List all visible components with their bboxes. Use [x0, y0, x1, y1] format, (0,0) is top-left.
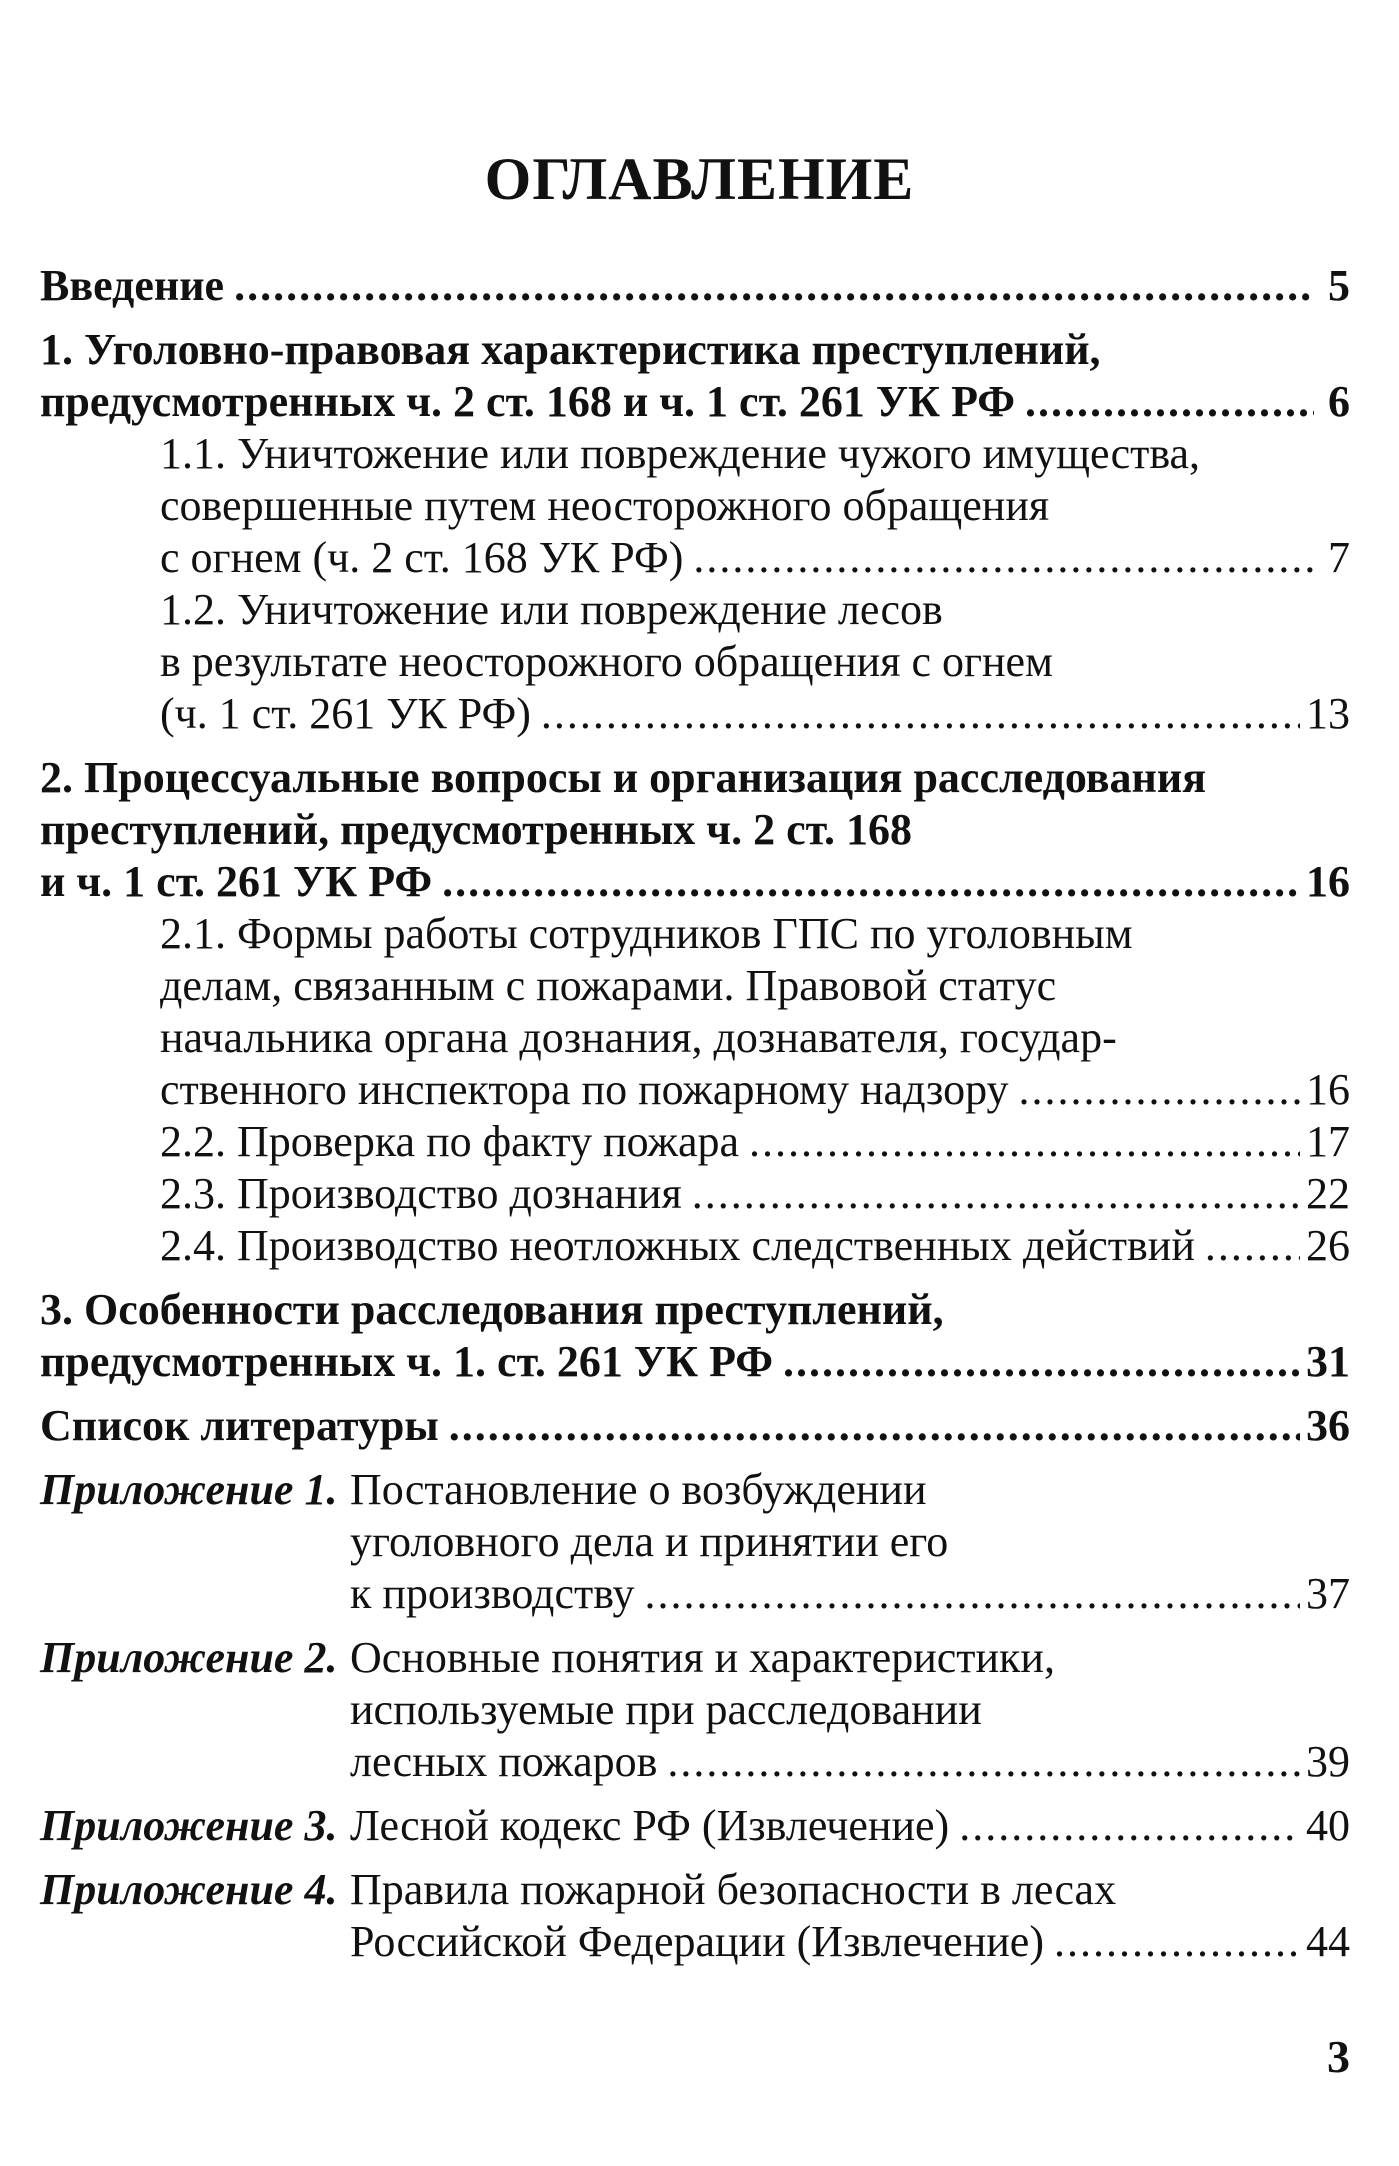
toc-line: делам, связанным с пожарами. Правовой статус — [160, 961, 1057, 1010]
toc-line: 2.3. Производство дознания ..... 22 — [160, 1168, 1350, 1220]
toc-appendix-1 — [40, 1464, 1350, 1620]
leader-dots — [783, 1336, 1300, 1388]
leader-dots — [667, 1736, 1300, 1788]
toc-page-number: 16 — [1306, 1065, 1350, 1114]
toc-appendix-2 — [40, 1632, 1350, 1788]
leader-dots — [692, 1168, 1300, 1220]
toc-subsection-2-3 — [40, 1168, 1350, 1220]
toc-line: предусмотренных ч. 2 ст. 168 и ч. 1 ст. 261 УК РФ ..... 6 — [40, 376, 1350, 428]
toc-page-number: 13 — [1306, 689, 1350, 738]
toc-page-number: 5 — [1328, 261, 1350, 310]
toc-line: 1.2. Уничтожение или повреждение лесов — [160, 585, 943, 634]
toc-line: 2.2. Проверка по факту пожара ..... 17 — [160, 1116, 1350, 1168]
toc-page-number: 26 — [1306, 1221, 1350, 1270]
toc-line: 1.1. Уничтожение или повреждение чужого имущества, — [160, 429, 1201, 478]
leader-dots — [1205, 1220, 1300, 1272]
toc-line: преступлений, предусмотренных ч. 2 ст. 168 — [40, 805, 912, 854]
toc-line: в результате неосторожного обращения с огнем — [160, 637, 1053, 686]
leader-dots — [749, 1116, 1300, 1168]
appendix-label: Приложение 4. — [40, 1865, 338, 1914]
appendix-label: Приложение 3. — [40, 1801, 338, 1850]
toc-page-number: 31 — [1306, 1337, 1350, 1386]
appendix-label: Приложение 1. — [40, 1465, 338, 1514]
toc-line: начальника органа дознания, дознавателя, государ- — [160, 1013, 1117, 1062]
leader-dots — [1025, 376, 1314, 428]
toc-line: 2.4. Производство неотложных следственных действий ..... 26 — [160, 1220, 1350, 1272]
toc-entry-introduction — [40, 260, 1350, 312]
toc-line: 2. Процессуальные вопросы и организация расследования — [40, 753, 1207, 802]
page-number: 3 — [1327, 2031, 1350, 2082]
toc-line: предусмотренных ч. 1. ст. 261 УК РФ ..... 31 — [40, 1336, 1350, 1388]
toc-page-number: 37 — [1306, 1569, 1350, 1618]
toc-line: с огнем (ч. 2 ст. 168 УК РФ) ..... 7 — [160, 532, 1350, 584]
page-title: ОГЛАВЛЕНИЕ — [484, 146, 915, 212]
leader-dots — [693, 532, 1314, 584]
appendix-label: Приложение 2. — [40, 1633, 338, 1682]
toc-subsection-1-2 — [40, 584, 1350, 740]
toc-appendix-3 — [40, 1800, 1350, 1852]
toc-line: 3. Особенности расследования преступлений, — [40, 1285, 944, 1334]
toc-page-number: 6 — [1328, 377, 1350, 426]
leader-dots — [644, 1568, 1300, 1620]
toc-line: уголовного дела и принятии его — [350, 1517, 949, 1566]
toc-line: 1. Уголовно-правовая характеристика преступлений, — [40, 325, 1101, 374]
toc-appendix-4 — [40, 1864, 1350, 1968]
toc-subsection-2-1 — [40, 908, 1350, 1116]
toc-subsection-1-1 — [40, 428, 1350, 584]
toc-line: (ч. 1 ст. 261 УК РФ) ..... 13 — [160, 688, 1350, 740]
toc-line: ственного инспектора по пожарному надзору ..... 16 — [160, 1064, 1350, 1116]
toc-section-2 — [40, 752, 1350, 1272]
toc-section-3 — [40, 1284, 1350, 1388]
toc-section-1 — [40, 324, 1350, 740]
toc-line: Российской Федерации (Извлечение) ..... 44 — [350, 1916, 1350, 1968]
toc-subsection-2-4 — [40, 1220, 1350, 1272]
leader-dots — [541, 688, 1300, 740]
table-of-contents — [40, 260, 1350, 1968]
toc-line: Постановление о возбуждении — [350, 1465, 927, 1514]
toc-page-number: 16 — [1306, 857, 1350, 906]
toc-page-number: 39 — [1306, 1737, 1350, 1786]
toc-entry-text: Введение — [40, 261, 225, 310]
toc-line: лесных пожаров ..... 39 — [350, 1736, 1350, 1788]
leader-dots — [1019, 1064, 1300, 1116]
leader-dots — [442, 856, 1300, 908]
toc-line: и ч. 1 ст. 261 УК РФ ..... 16 — [40, 856, 1350, 908]
toc-page-number: 17 — [1306, 1117, 1350, 1166]
toc-entry-text: Список литературы — [40, 1401, 439, 1450]
toc-subsection-2-2 — [40, 1116, 1350, 1168]
toc-page-number: 22 — [1306, 1169, 1350, 1218]
leader-dots — [1054, 1916, 1300, 1968]
toc-line: к производству ..... 37 — [350, 1568, 1350, 1620]
toc-line: Лесной кодекс РФ (Извлечение) ..... 40 — [350, 1800, 1350, 1852]
leader-dots — [449, 1400, 1300, 1452]
toc-line: используемые при расследовании — [350, 1685, 982, 1734]
toc-line: Основные понятия и характеристики, — [350, 1633, 1055, 1682]
toc-entry-bibliography — [40, 1400, 1350, 1452]
toc-page-number: 44 — [1306, 1917, 1350, 1966]
toc-line: Правила пожарной безопасности в лесах — [350, 1865, 1117, 1914]
toc-page-number: 40 — [1306, 1801, 1350, 1850]
leader-dots — [234, 260, 1314, 312]
toc-line: 2.1. Формы работы сотрудников ГПС по уголовным — [160, 909, 1133, 958]
toc-page-number: 36 — [1306, 1401, 1350, 1450]
toc-page-number: 7 — [1328, 533, 1350, 582]
toc-line: совершенные путем неосторожного обращения — [160, 481, 1050, 530]
leader-dots — [959, 1800, 1300, 1852]
